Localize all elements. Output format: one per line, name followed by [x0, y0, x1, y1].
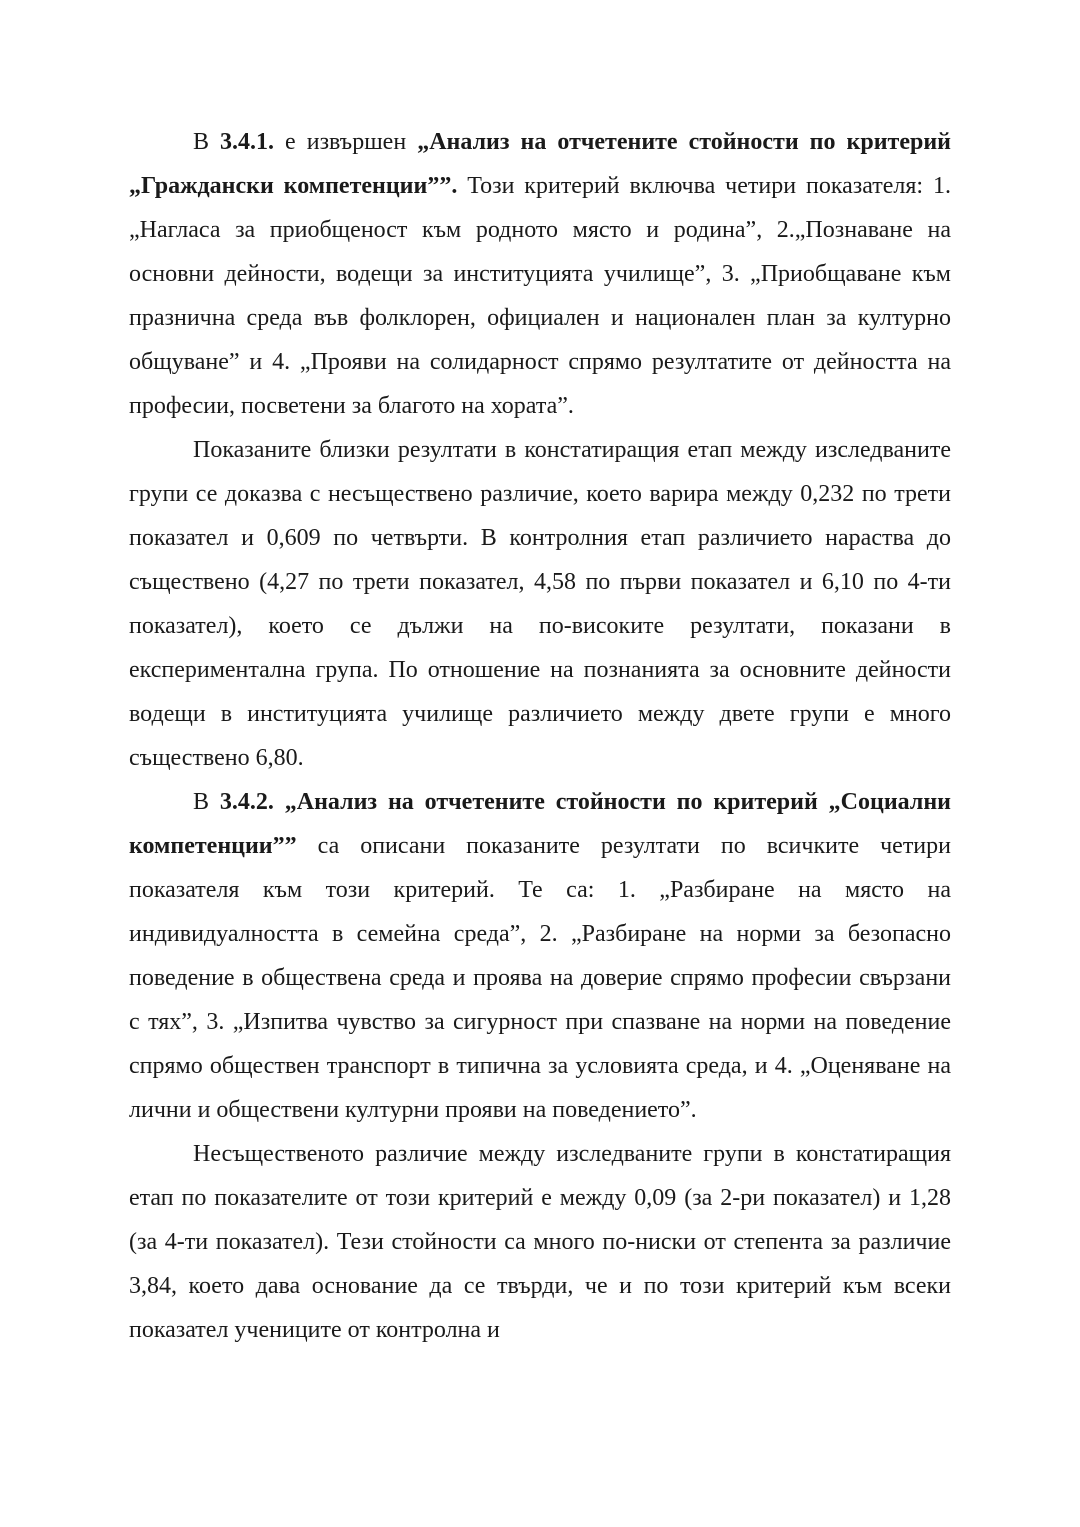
paragraph-civic-competences: [129, 120, 951, 428]
text-run: са описани показаните резултати по всичките четири показателя към този критерий. Те са: 1. „Разбиране на място на индивидуалността в семейна среда”, 2. „Разбиране на норми за безопасно поведение в обществена среда и проява на доверие спрямо професии свързани с тях”, 3. „Изпитва чувство за сигурност при спазване на норми на поведение спрямо обществен транспорт в типична за условията среда, и 4. „Оценяване на лични и обществени културни прояви на поведението”.: [129, 833, 951, 1123]
text-run: е извършен: [274, 129, 418, 155]
text-run: Този критерий включва четири показателя: 1.„Нагласа за приобщеност към родното място и родина”, 2.„Познаване на основни дейности, водещи за институцията училище”, 3. „Приобщаване към празнична среда във фолклорен, официален и национален план за културно общуване” и 4. „Прояви на солидарност спрямо резултатите от дейността на професии, посветени за благото на хората”.: [129, 173, 952, 419]
text-run: В: [193, 789, 220, 815]
paragraph-social-results: Несъщественото различие между изследваните групи в констатиращия етап по показателите от този критерий е между 0,09 (за 2-ри показател) и 1,28 (за 4-ти показател). Тези стойности са много по-ниски от степента за различие 3,84, което дава основание да се твърди, че и по този критерий към всеки показател учениците от контролна и: [129, 1141, 951, 1343]
document-page: [129, 120, 951, 1352]
text-run: В: [193, 129, 221, 155]
section-number: 3.4.1.: [220, 129, 275, 155]
section-title: 3.4.2. „Анализ на отчетените стойности по критерий „Социални компетенции””: [129, 789, 951, 859]
paragraph-social-competences: [129, 780, 951, 1132]
paragraph-civic-results: Показаните близки резултати в констатиращия етап между изследваните групи се доказва с несъществено различие, което варира между 0,232 по трети показател и 0,609 по четвърти. В контролния етап различието нараства до съществено (4,27 по трети показател, 4,58 по първи показател и 6,10 по 4-ти показател), което се дължи на по-високите резултати, показани в експериментална група. По отношение на познанията за основните дейности водещи в институцията училище различието между двете групи е много съществено 6,80.: [129, 437, 951, 771]
section-title: „Анализ на отчетените стойности по критерий „Граждански компетенции””.: [129, 129, 951, 199]
